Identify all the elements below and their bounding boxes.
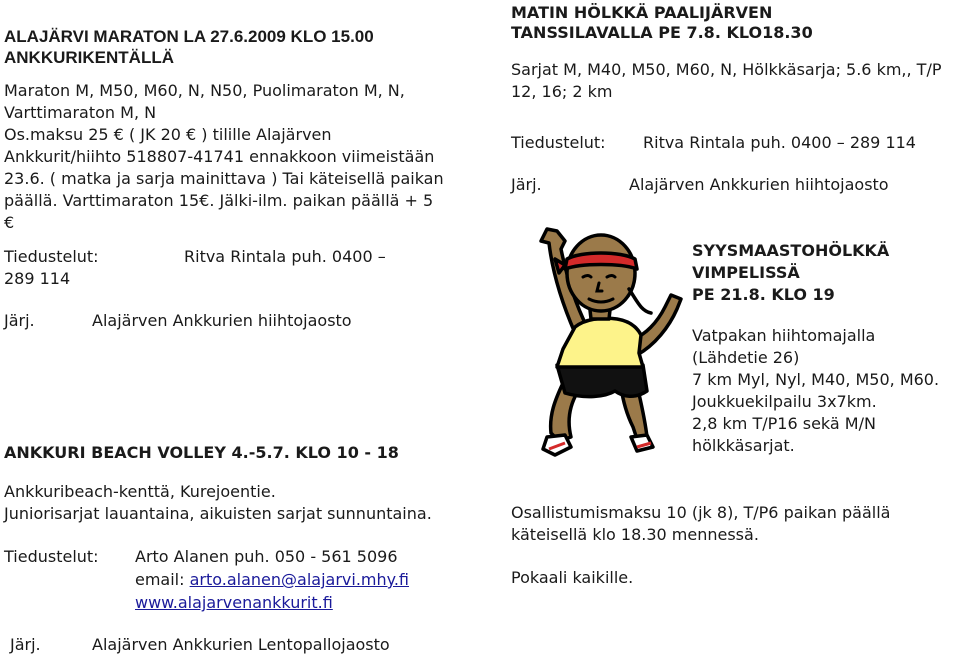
holkka-series-line: Sarjat M, M40, M50, M60, N, Hölkkäsarja; 5.6 km,, T/P [511, 60, 942, 79]
maraton-org-value: Alajärven Ankkurien hiihtojaosto [92, 311, 352, 330]
holkka-info-value: Ritva Rintala puh. 0400 – 289 114 [643, 133, 916, 152]
maraton-title: ALAJÄRVI MARATON LA 27.6.2009 KLO 15.00 [4, 27, 374, 46]
runner-shirt [557, 318, 643, 367]
syys-title-line3: PE 21.8. KLO 19 [692, 285, 835, 304]
syys-fee [511, 502, 960, 546]
beach-info-label: Tiedustelut: [4, 547, 99, 566]
holkka-org-value: Alajärven Ankkurien hiihtojaosto [629, 175, 889, 194]
maraton-info-label: Tiedustelut: [4, 247, 99, 266]
syys-fee-line: Osallistumismaksu 10 (jk 8), T/P6 paikan päällä [511, 503, 891, 522]
holkka-org-label: Järj. [511, 175, 542, 194]
syys-line: Joukkuekilpailu 3x7km. [692, 392, 877, 411]
holkka-title-line2: TANSSILAVALLA PE 7.8. KLO18.30 [511, 23, 813, 42]
beach-website-link[interactable]: www.alajarvenankkurit.fi [135, 593, 333, 612]
beach-title: ANKKURI BEACH VOLLEY 4.-5.7. KLO 10 - 18 [4, 443, 399, 462]
maraton-section [4, 26, 474, 234]
beach-org-value: Alajärven Ankkurien Lentopallojaosto [92, 635, 390, 654]
maraton-title-line2: ANKKURIKENTÄLLÄ [4, 48, 174, 67]
holkka-title: MATIN HÖLKKÄ PAALIJÄRVEN [511, 3, 773, 22]
maraton-fee-line: päällä. Varttimaraton 15€. Jälki-ilm. paikan päällä + 5 [4, 191, 434, 210]
syys-fee-line: käteisellä klo 18.30 mennessä. [511, 525, 759, 544]
holkka-section [511, 3, 960, 103]
beach-org-label: Järj. [10, 635, 41, 654]
syys-title-line2: VIMPELISSÄ [692, 263, 800, 282]
beach-email-link[interactable]: arto.alanen@alajarvi.mhy.fi [189, 570, 409, 589]
syys-line: Vatpakan hiihtomajalla [692, 326, 876, 345]
syys-line: hölkkäsarjat. [692, 436, 795, 455]
maraton-fee-line: 23.6. ( matka ja sarja mainittava ) Tai käteisellä paikan [4, 169, 444, 188]
maraton-series-line: Varttimaraton M, N [4, 103, 157, 122]
runner-head [567, 235, 635, 311]
runner-shorts [557, 365, 647, 397]
holkka-info-label: Tiedustelut: [511, 133, 606, 152]
beach-info-value: Arto Alanen puh. 050 - 561 5096 [135, 547, 398, 566]
maraton-fee-line: € [4, 213, 15, 232]
maraton-info-value: Ritva Rintala puh. 0400 – [184, 247, 386, 266]
maraton-series-line: Maraton M, M50, M60, N, N50, Puolimaraton M, N, [4, 81, 405, 100]
beach-email-row [135, 569, 409, 591]
beach-line: Ankkuribeach-kenttä, Kurejoentie. [4, 482, 276, 501]
maraton-fee-line: Os.maksu 25 € ( JK 20 € ) tilille Alajärven [4, 125, 332, 144]
syys-line: 7 km Myl, Nyl, M40, M50, M60. [692, 370, 940, 389]
syys-line: (Lähdetie 26) [692, 348, 800, 367]
maraton-info-value-line2: 289 114 [4, 269, 71, 288]
runner-illustration-icon [525, 215, 690, 470]
holkka-series-line: 12, 16; 2 km [511, 82, 613, 101]
syys-line: 2,8 km T/P16 sekä M/N [692, 414, 876, 433]
beach-description [4, 481, 474, 525]
runner-ponytail [629, 289, 651, 313]
beach-line: Juniorisarjat lauantaina, aikuisten sarjat sunnuntaina. [4, 504, 432, 523]
beach-website-row [135, 592, 333, 614]
syys-section [692, 240, 960, 457]
maraton-org-label: Järj. [4, 311, 35, 330]
syys-title: SYYSMAASTOHÖLKKÄ [692, 241, 890, 260]
syys-prize: Pokaali kaikille. [511, 568, 634, 587]
beach-email-prefix: email: [135, 570, 190, 589]
maraton-fee-line: Ankkurit/hiihto 518807-41741 ennakkoon viimeistään [4, 147, 435, 166]
